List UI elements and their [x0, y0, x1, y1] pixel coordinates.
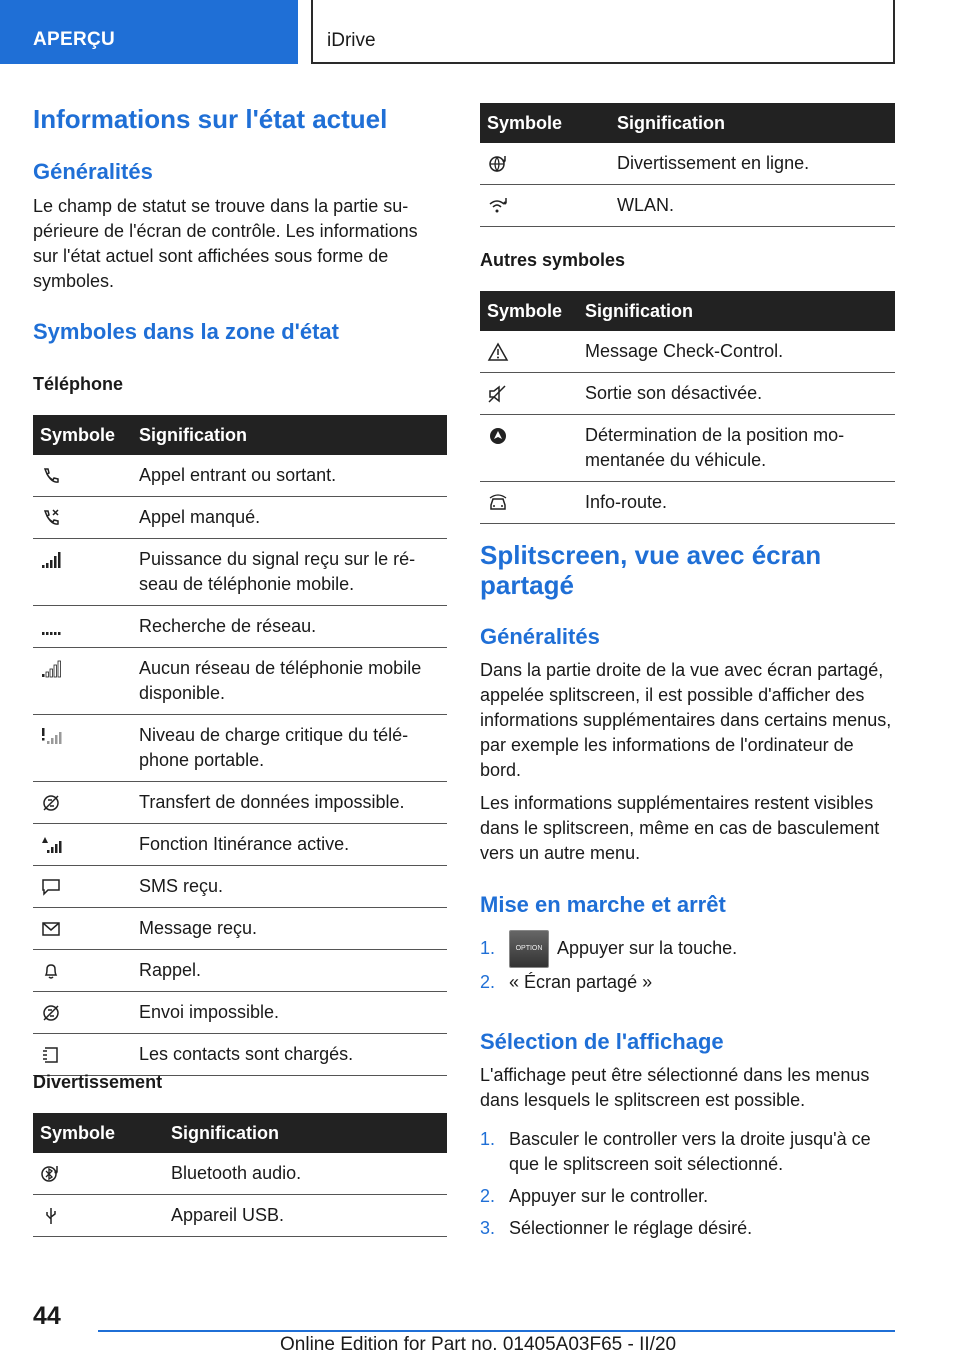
splitscreen-title: Splitscreen, vue avec écran partagé	[480, 540, 822, 600]
option-button-icon: OPTION	[509, 930, 549, 968]
on-off-heading: Mise en marche et arrêt	[480, 892, 726, 917]
table-row: Rappel.	[33, 950, 447, 992]
no-network-icon	[40, 659, 62, 679]
col-symbol: Symbole	[487, 300, 563, 321]
table-row: Appel entrant ou sortant.	[33, 455, 447, 497]
table-row: Aucun réseau de téléphonie mobile disponible.	[33, 648, 447, 715]
wlan-icon	[487, 196, 509, 216]
bluetooth-audio-icon	[40, 1164, 62, 1184]
phone-call-icon	[40, 466, 62, 486]
entertainment-heading: Divertissement	[33, 1072, 163, 1092]
list-item: 2. « Écran partagé »	[480, 972, 653, 993]
other-symbols-table	[480, 291, 895, 524]
warning-triangle-icon	[487, 342, 509, 362]
network-search-icon	[40, 617, 62, 637]
list-item: 1. OPTION Appuyer sur la touche.	[480, 930, 895, 968]
traffic-info-icon	[487, 493, 509, 513]
online-entertainment-icon	[487, 154, 509, 174]
on-off-steps	[480, 930, 895, 1002]
table-row: Sortie son désactivée.	[480, 373, 895, 415]
col-meaning: Signification	[171, 1122, 279, 1143]
select-steps	[480, 1127, 895, 1248]
table-row: Niveau de charge critique du téléphone portable.	[33, 715, 447, 782]
chapter-label: iDrive	[327, 30, 376, 51]
page-title: Informations sur l'état actuel	[33, 104, 388, 134]
usb-icon	[40, 1206, 62, 1226]
reminder-bell-icon	[40, 961, 62, 981]
table-row: SMS reçu.	[33, 866, 447, 908]
data-transfer-impossible-icon	[40, 793, 62, 813]
page-number: 44	[33, 1302, 61, 1330]
footer-edition: Online Edition for Part no. 01405A03F65 - II/20	[280, 1334, 677, 1355]
section-label: APERÇU	[33, 29, 116, 50]
missed-call-icon	[40, 508, 62, 528]
table-row: Divertissement en ligne.	[480, 143, 895, 185]
select-display-text: L'affichage peut être sélectionné dans les menus dans lesquels le splitscreen est possible.	[480, 1065, 870, 1110]
table-row: Bluetooth audio.	[33, 1153, 447, 1195]
chapter-tab	[311, 0, 895, 64]
table-row: Message Check-Control.	[480, 331, 895, 373]
battery-low-icon	[40, 726, 62, 746]
table-row: WLAN.	[480, 185, 895, 227]
signal-strength-icon	[40, 550, 62, 570]
splitscreen-text-2: Les informations supplémentaires restent visibles dans le splitscreen, même en cas de basculement vers un autre menu.	[480, 793, 880, 863]
entertainment-table-continued	[480, 103, 895, 227]
footer-divider	[98, 1330, 895, 1332]
splitscreen-text-1: Dans la partie droite de la vue avec écran partagé, appelée splitscreen, il est possible d'afficher des informations supplémentaires dans certains menus, par exemple les informations de l'ordinateur de bord.	[480, 660, 892, 780]
col-symbol: Symbole	[40, 1122, 116, 1143]
splitscreen-general-heading: Généralités	[480, 624, 600, 649]
table-row: Recherche de réseau.	[33, 606, 447, 648]
speaker-muted-icon	[487, 384, 509, 404]
table-row: Fonction Itinérance active.	[33, 824, 447, 866]
send-impossible-icon	[40, 1003, 62, 1023]
table-row: Appel manqué.	[33, 497, 447, 539]
table-row: Puissance du signal reçu sur le réseau de téléphonie mobile.	[33, 539, 447, 606]
position-icon	[487, 426, 509, 446]
list-item: 1. Basculer le controller vers la droite jusqu'à ce que le splitscreen soit sélectionné.	[480, 1129, 871, 1174]
roaming-icon	[40, 835, 62, 855]
phone-heading: Téléphone	[33, 374, 124, 394]
list-item: 2. Appuyer sur le controller.	[480, 1186, 709, 1206]
table-row: Info-route.	[480, 482, 895, 524]
general-text: Le champ de statut se trouve dans la partie supérieure de l'écran de contrôle. Les informations sur l'état actuel sont affichées sous forme de symboles.	[33, 196, 418, 291]
phone-symbols-table	[33, 415, 447, 1076]
col-symbol: Symbole	[487, 112, 563, 133]
general-heading: Généralités	[33, 159, 153, 184]
table-row: Message reçu.	[33, 908, 447, 950]
sms-icon	[40, 877, 62, 897]
col-symbol: Symbole	[40, 424, 116, 445]
list-item: 3. Sélectionner le réglage désiré.	[480, 1218, 753, 1238]
message-icon	[40, 919, 62, 939]
table-row: Les contacts sont chargés.	[33, 1034, 447, 1076]
table-row: Appareil USB.	[33, 1195, 447, 1237]
col-meaning: Signification	[617, 112, 725, 133]
col-meaning: Signification	[585, 300, 693, 321]
entertainment-table	[33, 1113, 447, 1237]
symbols-heading: Symboles dans la zone d'état	[33, 319, 339, 344]
col-meaning: Signification	[139, 424, 247, 445]
contacts-loaded-icon	[40, 1045, 62, 1065]
other-symbols-heading: Autres symboles	[480, 250, 626, 270]
section-tab[interactable]	[0, 0, 298, 64]
table-row: Transfert de données impossible.	[33, 782, 447, 824]
table-row: Envoi impossible.	[33, 992, 447, 1034]
select-display-heading: Sélection de l'affichage	[480, 1029, 724, 1054]
table-row: Détermination de la position momentanée du véhicule.	[480, 415, 895, 482]
